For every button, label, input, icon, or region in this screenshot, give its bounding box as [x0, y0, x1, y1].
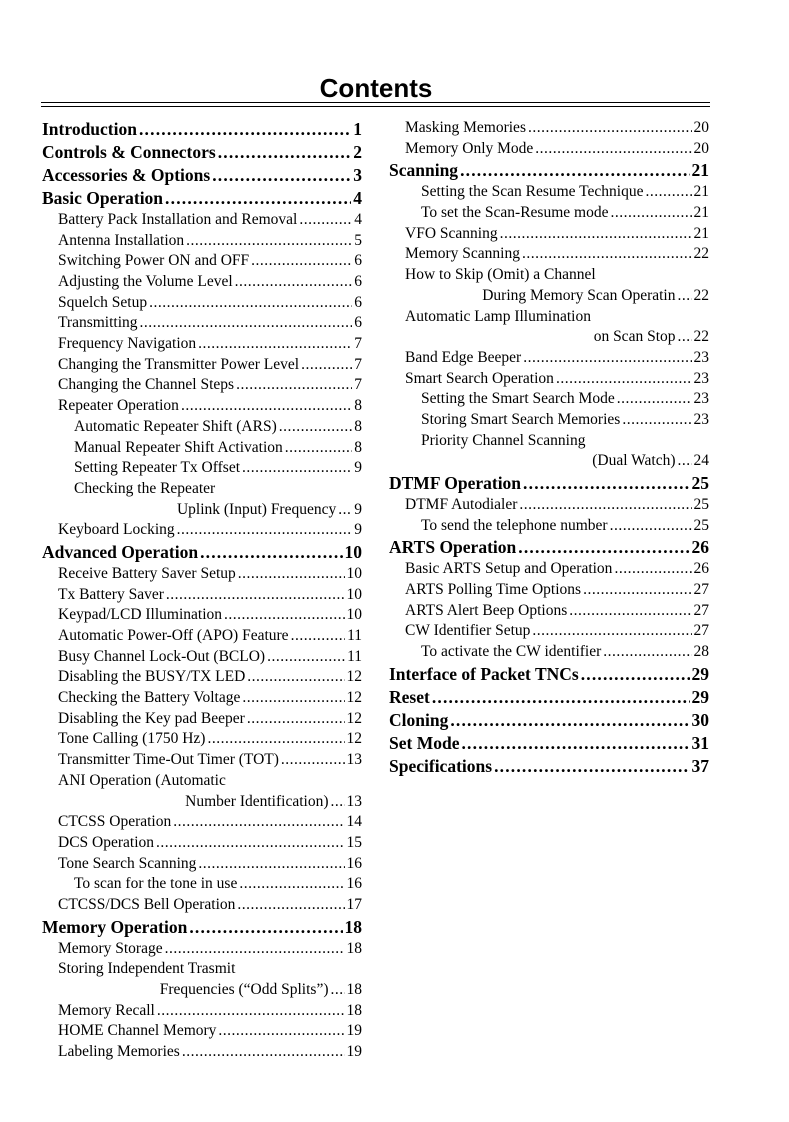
toc-page-number: 8	[354, 417, 362, 435]
dot-leader	[301, 355, 352, 376]
toc-entry-checking-the-battery-voltage[interactable]	[42, 688, 362, 709]
toc-entry-setting-the-smart-search-mode[interactable]	[389, 389, 709, 410]
toc-entry-dtmf-autodialer[interactable]	[389, 495, 709, 516]
dot-leader	[678, 327, 692, 348]
dot-leader	[285, 438, 352, 459]
toc-entry-label: ARTS Alert Beep Options	[405, 601, 568, 619]
toc-entry-label: (Dual Watch)	[592, 452, 676, 470]
toc-entry-ctcss-operation[interactable]	[42, 812, 362, 833]
toc-section-set-mode[interactable]	[389, 732, 709, 755]
dot-leader	[236, 375, 352, 396]
toc-entry-disabling-the-busy-tx-led[interactable]	[42, 667, 362, 688]
dot-leader	[182, 1042, 345, 1063]
dot-leader	[532, 621, 691, 642]
toc-page-number: 24	[693, 452, 709, 470]
toc-page-number: 10	[346, 606, 362, 624]
toc-entry-label: Memory Operation	[42, 916, 188, 937]
toc-page-number: 4	[354, 210, 362, 228]
dot-leader	[610, 516, 692, 537]
toc-page-number: 6	[354, 314, 362, 332]
toc-entry-during-memory-scan-operatin[interactable]	[389, 286, 709, 307]
toc-page-number: 23	[693, 348, 709, 366]
toc-entry-tone-search-scanning[interactable]	[42, 854, 362, 875]
toc-entry-squelch-setup[interactable]	[42, 293, 362, 314]
dot-leader	[218, 1021, 344, 1042]
toc-entry-storing-independent-trasmit: Storing Independent Trasmit	[58, 960, 236, 978]
dot-leader	[156, 833, 344, 854]
toc-entry-label: To set the Scan-Resume mode	[421, 204, 609, 222]
dot-leader	[494, 755, 689, 778]
toc-entry-dcs-operation[interactable]	[42, 833, 362, 854]
toc-entry-label: CTCSS/DCS Bell Operation	[58, 895, 236, 913]
dot-leader	[617, 389, 692, 410]
toc-entry-automatic-repeater-shift-ars[interactable]	[42, 417, 362, 438]
toc-entry-memory-storage[interactable]	[42, 939, 362, 960]
toc-page-number: 6	[354, 273, 362, 291]
toc-page-number: 10	[344, 542, 362, 562]
toc-page-number: 13	[346, 792, 362, 810]
toc-entry-label: Labeling Memories	[58, 1043, 180, 1061]
dot-leader	[173, 812, 344, 833]
toc-entry-label: Masking Memories	[405, 118, 526, 136]
toc-entry-adjusting-the-volume-level[interactable]	[42, 272, 362, 293]
toc-entry-label: ARTS Polling Time Options	[405, 581, 582, 599]
dot-leader	[251, 251, 352, 272]
toc-entry-automatic-power-off-apo-feature[interactable]	[42, 626, 362, 647]
toc-section-interface-of-packet-tncs[interactable]	[389, 663, 709, 686]
dot-leader	[139, 118, 351, 141]
dot-leader	[237, 895, 344, 916]
toc-entry-vfo-scanning[interactable]	[389, 224, 709, 245]
toc-page-number: 3	[353, 165, 362, 185]
toc-entry-label: Memory Only Mode	[405, 139, 534, 157]
toc-page-number: 11	[347, 647, 362, 665]
toc-section-specifications[interactable]	[389, 755, 709, 778]
toc-entry-band-edge-beeper[interactable]	[389, 348, 709, 369]
toc-entry-uplink-input-frequency[interactable]	[42, 500, 362, 521]
toc-entry-label: During Memory Scan Operatin	[482, 286, 676, 304]
dot-leader	[528, 118, 692, 139]
dot-leader	[212, 164, 351, 187]
page-title: Contents	[319, 73, 433, 103]
toc-page-number: 16	[346, 875, 362, 893]
toc-page-number: 29	[691, 686, 709, 707]
toc-entry-label: Setting the Scan Resume Technique	[421, 183, 644, 201]
toc-page-number: 12	[346, 689, 362, 707]
toc-page-number: 20	[693, 139, 709, 157]
toc-entry-label: Memory Recall	[58, 1001, 155, 1019]
toc-page-number: 23	[693, 410, 709, 428]
toc-entry-label: Controls & Connectors	[42, 142, 216, 162]
toc-entry-label: To send the telephone number	[421, 516, 608, 534]
toc-entry-label: Memory Storage	[58, 939, 163, 957]
dot-leader	[338, 500, 352, 521]
toc-entry-label: Antenna Installation	[58, 231, 185, 249]
toc-entry-label: Automatic Repeater Shift (ARS)	[74, 417, 277, 435]
toc-entry-arts-alert-beep-options[interactable]	[389, 601, 709, 622]
toc-page-number: 9	[354, 459, 362, 477]
toc-entry-label: Cloning	[389, 709, 449, 730]
toc-entry-label: Switching Power ON and OFF	[58, 252, 250, 270]
toc-entry-setting-repeater-tx-offset[interactable]	[42, 458, 362, 479]
toc-entry-changing-the-channel-steps[interactable]	[42, 376, 362, 397]
toc-page-number: 6	[354, 252, 362, 270]
dot-leader	[224, 605, 344, 626]
toc-entry-label: Frequencies (“Odd Splits”)	[159, 981, 329, 999]
dot-leader	[569, 601, 691, 622]
dot-leader	[218, 141, 352, 164]
toc-page-number: 12	[346, 709, 362, 727]
toc-entry-basic-arts-setup-and-operation[interactable]	[389, 559, 709, 580]
toc-entry-to-scan-for-the-tone-in-use[interactable]	[42, 874, 362, 895]
toc-entry-antenna-installation[interactable]	[42, 231, 362, 252]
toc-entry-cw-identifier-setup[interactable]	[389, 621, 709, 642]
toc-page-number: 37	[691, 755, 709, 776]
dot-leader	[157, 1001, 345, 1022]
dot-leader	[247, 667, 344, 688]
dot-leader	[299, 210, 352, 231]
toc-page-number: 11	[347, 627, 362, 645]
toc-page-number: 20	[693, 118, 709, 136]
toc-entry-busy-channel-lock-out-bclo[interactable]	[42, 647, 362, 668]
toc-entry-label: Transmitter Time-Out Timer (TOT)	[58, 751, 279, 769]
toc-page-number: 13	[346, 751, 362, 769]
toc-page-number: 28	[693, 643, 709, 661]
toc-section-cloning[interactable]	[389, 709, 709, 732]
toc-page-number: 21	[693, 224, 709, 242]
dot-leader	[189, 916, 342, 939]
toc-page-number: 16	[346, 854, 362, 872]
toc-entry-label: Tone Calling (1750 Hz)	[58, 730, 206, 748]
toc-section-introduction[interactable]	[42, 118, 362, 141]
toc-entry-label: Automatic Power-Off (APO) Feature	[58, 627, 289, 645]
toc-entry-label: Disabling the BUSY/TX LED	[58, 668, 246, 686]
toc-entry-label: Interface of Packet TNCs	[389, 663, 579, 684]
toc-page-number: 2	[353, 142, 362, 162]
toc-page-number: 12	[346, 730, 362, 748]
toc-entry-label: CTCSS Operation	[58, 813, 172, 831]
toc-entry-label: Smart Search Operation	[405, 369, 554, 387]
toc-page-number: 15	[346, 833, 362, 851]
dot-leader	[678, 451, 692, 472]
dot-leader	[556, 369, 692, 390]
toc-entry-label: Advanced Operation	[42, 542, 199, 562]
toc-entry-how-to-skip-omit-a-channel: How to Skip (Omit) a Channel	[405, 266, 596, 284]
toc-entry-on-scan-stop[interactable]	[389, 327, 709, 348]
toc-entry-label: DTMF Operation	[389, 473, 522, 493]
toc-entry-label: CW Identifier Setup	[405, 622, 531, 640]
toc-entry-label: Transmitting	[58, 314, 138, 332]
dot-leader	[238, 564, 345, 585]
toc-section-memory-operation[interactable]	[42, 916, 362, 939]
toc-entry-label: DCS Operation	[58, 833, 155, 851]
toc-left-column	[42, 118, 362, 1063]
toc-page-number: 31	[691, 732, 709, 753]
toc-entry-label: Keyboard Locking	[58, 521, 175, 539]
toc-entry-label: Band Edge Beeper	[405, 348, 522, 366]
toc-entry-checking-the-repeater: Checking the Repeater	[74, 479, 216, 497]
toc-entry-keypad-lcd-illumination[interactable]	[42, 605, 362, 626]
toc-page-number: 19	[346, 1022, 362, 1040]
toc-page-number: 21	[693, 183, 709, 201]
toc-page-number: 7	[354, 335, 362, 353]
toc-entry-label: Busy Channel Lock-Out (BCLO)	[58, 647, 266, 665]
dot-leader	[181, 396, 352, 417]
toc-entry-tx-battery-saver[interactable]	[42, 585, 362, 606]
dot-leader	[198, 334, 352, 355]
toc-entry-label: Storing Smart Search Memories	[421, 410, 621, 428]
toc-entry-label: Receive Battery Saver Setup	[58, 564, 236, 582]
dot-leader	[242, 458, 352, 479]
toc-section-reset[interactable]	[389, 686, 709, 709]
toc-page-number: 7	[354, 376, 362, 394]
toc-page-number: 1	[353, 119, 362, 139]
toc-entry-label: Scanning	[389, 160, 459, 181]
dot-leader	[186, 231, 352, 252]
dot-leader	[279, 417, 353, 438]
toc-page-number: 18	[346, 981, 362, 999]
dot-leader	[622, 410, 691, 431]
toc-entry-changing-the-transmitter-power-level[interactable]	[42, 355, 362, 376]
toc-entry-dual-watch[interactable]	[389, 451, 709, 472]
dot-leader	[207, 729, 344, 750]
toc-page-number: 6	[354, 293, 362, 311]
toc-entry-masking-memories[interactable]	[389, 118, 709, 139]
dot-leader	[603, 642, 691, 663]
toc-page-number: 25	[691, 473, 709, 493]
toc-entry-label: on Scan Stop	[593, 328, 676, 346]
toc-page-number: 25	[693, 495, 709, 513]
toc-entry-label: Checking the Battery Voltage	[58, 689, 241, 707]
dot-leader	[198, 854, 344, 875]
toc-entry-label: Number Identification)	[185, 792, 329, 810]
toc-page-number: 22	[693, 328, 709, 346]
toc-page-number: 17	[346, 895, 362, 913]
toc-page-number: 21	[693, 204, 709, 222]
toc-page-number: 27	[693, 622, 709, 640]
toc-entry-label: Setting Repeater Tx Offset	[74, 459, 241, 477]
toc-entry-label: Tone Search Scanning	[58, 854, 197, 872]
toc-entry-storing-smart-search-memories[interactable]	[389, 410, 709, 431]
toc-entry-transmitter-time-out-timer-tot[interactable]	[42, 750, 362, 771]
toc-entry-repeater-operation[interactable]	[42, 396, 362, 417]
toc-entry-label: HOME Channel Memory	[58, 1022, 217, 1040]
toc-page-number: 14	[346, 813, 362, 831]
toc-entry-setting-the-scan-resume-technique[interactable]	[389, 182, 709, 203]
toc-section-dtmf-operation[interactable]	[389, 472, 709, 495]
toc-page-number: 18	[346, 939, 362, 957]
dot-leader	[281, 750, 345, 771]
toc-entry-receive-battery-saver-setup[interactable]	[42, 564, 362, 585]
toc-entry-switching-power-on-and-off[interactable]	[42, 251, 362, 272]
toc-entry-labeling-memories[interactable]	[42, 1042, 362, 1063]
toc-entry-label: Basic ARTS Setup and Operation	[405, 560, 613, 578]
toc-page-number: 25	[693, 516, 709, 534]
dot-leader	[331, 980, 345, 1001]
toc-page-number: 29	[691, 663, 709, 684]
dot-leader	[247, 709, 345, 730]
toc-section-controls-connectors[interactable]	[42, 141, 362, 164]
dot-leader	[583, 580, 691, 601]
dot-leader	[177, 520, 353, 541]
toc-section-arts-operation[interactable]	[389, 536, 709, 559]
toc-entry-label: DTMF Autodialer	[405, 495, 518, 513]
dot-leader	[149, 293, 352, 314]
dot-leader	[291, 626, 346, 647]
dot-leader	[267, 647, 345, 668]
toc-entry-to-set-the-scan-resume-mode[interactable]	[389, 203, 709, 224]
toc-entry-to-activate-the-cw-identifier[interactable]	[389, 642, 709, 663]
toc-entry-label: To scan for the tone in use	[74, 875, 238, 893]
toc-page-number: 7	[354, 355, 362, 373]
toc-entry-label: VFO Scanning	[405, 224, 498, 242]
toc-page-number: 10	[346, 564, 362, 582]
toc-page-number: 23	[693, 369, 709, 387]
toc-entry-home-channel-memory[interactable]	[42, 1021, 362, 1042]
toc-entry-label: Squelch Setup	[58, 293, 148, 311]
toc-page-number: 9	[354, 500, 362, 518]
toc-page-number: 5	[354, 231, 362, 249]
dot-leader	[678, 286, 692, 307]
toc-entry-label: Specifications	[389, 755, 493, 776]
dot-leader	[535, 139, 691, 160]
toc-entry-label: Keypad/LCD Illumination	[58, 606, 223, 624]
dot-leader	[523, 472, 689, 495]
toc-entry-to-send-the-telephone-number[interactable]	[389, 516, 709, 537]
dot-leader	[432, 686, 690, 709]
dot-leader	[581, 663, 690, 686]
dot-leader	[523, 348, 691, 369]
dot-leader	[610, 203, 691, 224]
toc-entry-priority-channel-scanning: Priority Channel Scanning	[421, 431, 586, 449]
toc-right-column	[389, 118, 709, 778]
toc-entry-label: Manual Repeater Shift Activation	[74, 438, 283, 456]
toc-page-number: 19	[346, 1043, 362, 1061]
dot-leader	[166, 585, 345, 606]
toc-page-number: 27	[693, 601, 709, 619]
toc-page-number: 26	[691, 537, 709, 558]
dot-leader	[235, 272, 353, 293]
toc-page-number: 8	[354, 438, 362, 456]
toc-page-number: 4	[353, 188, 362, 208]
dot-leader	[242, 688, 344, 709]
dot-leader	[331, 792, 345, 813]
toc-page-number: 10	[346, 585, 362, 603]
dot-leader	[200, 541, 342, 564]
toc-entry-manual-repeater-shift-activation[interactable]	[42, 438, 362, 459]
toc-entry-label: Reset	[389, 686, 430, 707]
toc-page-number: 12	[346, 668, 362, 686]
toc-entry-frequencies-odd-splits[interactable]	[42, 980, 362, 1001]
dot-leader	[165, 939, 345, 960]
dot-leader	[140, 313, 353, 334]
dot-leader	[614, 559, 691, 580]
toc-entry-label: ARTS Operation	[389, 537, 517, 558]
toc-entry-label: Repeater Operation	[58, 397, 179, 415]
toc-entry-ctcss-dcs-bell-operation[interactable]	[42, 895, 362, 916]
toc-entry-label: Memory Scanning	[405, 245, 520, 263]
toc-entry-label: Introduction	[42, 119, 137, 139]
toc-entry-battery-pack-installation-and-removal[interactable]	[42, 210, 362, 231]
toc-page-number: 26	[693, 560, 709, 578]
toc-page-number: 18	[344, 916, 362, 937]
toc-page-number: 21	[691, 160, 709, 181]
dot-leader	[519, 495, 691, 516]
toc-entry-label: Accessories & Options	[42, 165, 211, 185]
toc-section-accessories-options[interactable]	[42, 164, 362, 187]
toc-entry-smart-search-operation[interactable]	[389, 369, 709, 390]
dot-leader	[460, 159, 689, 182]
dot-leader	[500, 224, 692, 245]
toc-entry-automatic-lamp-illumination: Automatic Lamp Illumination	[405, 307, 591, 325]
toc-section-basic-operation[interactable]	[42, 187, 362, 210]
toc-entry-label: Battery Pack Installation and Removal	[58, 210, 298, 228]
toc-page-number: 27	[693, 581, 709, 599]
toc-entry-label: Adjusting the Volume Level	[58, 273, 233, 291]
toc-entry-number-identification[interactable]	[42, 792, 362, 813]
toc-entry-memory-only-mode[interactable]	[389, 139, 709, 160]
toc-entry-tone-calling-1750-hz[interactable]	[42, 730, 362, 751]
title-rule-bottom	[41, 106, 710, 107]
toc-entry-disabling-the-key-pad-beeper[interactable]	[42, 709, 362, 730]
toc-entry-label: Set Mode	[389, 732, 460, 753]
toc-entry-memory-scanning[interactable]	[389, 244, 709, 265]
toc-entry-memory-recall[interactable]	[42, 1001, 362, 1022]
dot-leader	[450, 709, 689, 732]
toc-entry-label: Changing the Channel Steps	[58, 376, 235, 394]
toc-entry-label: Frequency Navigation	[58, 335, 197, 353]
toc-page-number: 22	[693, 245, 709, 263]
toc-page-number: 8	[354, 397, 362, 415]
dot-leader	[461, 732, 689, 755]
toc-entry-arts-polling-time-options[interactable]	[389, 580, 709, 601]
dot-leader	[645, 182, 691, 203]
toc-page-number: 9	[354, 521, 362, 539]
toc-entry-ani-operation-automatic: ANI Operation (Automatic	[58, 771, 226, 789]
toc-page-number: 18	[346, 1001, 362, 1019]
toc-section-advanced-operation[interactable]	[42, 541, 362, 564]
toc-entry-transmitting[interactable]	[42, 313, 362, 334]
toc-entry-frequency-navigation[interactable]	[42, 334, 362, 355]
toc-entry-keyboard-locking[interactable]	[42, 520, 362, 541]
toc-entry-label: Tx Battery Saver	[58, 585, 164, 603]
toc-entry-label: Setting the Smart Search Mode	[421, 390, 615, 408]
toc-entry-label: Uplink (Input) Frequency	[176, 500, 337, 518]
toc-section-scanning[interactable]	[389, 159, 709, 182]
toc-entry-label: Disabling the Key pad Beeper	[58, 709, 245, 727]
dot-leader	[165, 187, 351, 210]
toc-page-number: 30	[691, 709, 709, 730]
dot-leader	[522, 244, 692, 265]
toc-entry-label: To activate the CW identifier	[421, 643, 602, 661]
title-rule-top	[41, 102, 710, 103]
toc-page-number: 23	[693, 390, 709, 408]
toc-entry-label: Basic Operation	[42, 188, 164, 208]
dot-leader	[518, 536, 689, 559]
toc-page-number: 22	[693, 286, 709, 304]
dot-leader	[239, 874, 344, 895]
toc-entry-label: Changing the Transmitter Power Level	[58, 355, 300, 373]
